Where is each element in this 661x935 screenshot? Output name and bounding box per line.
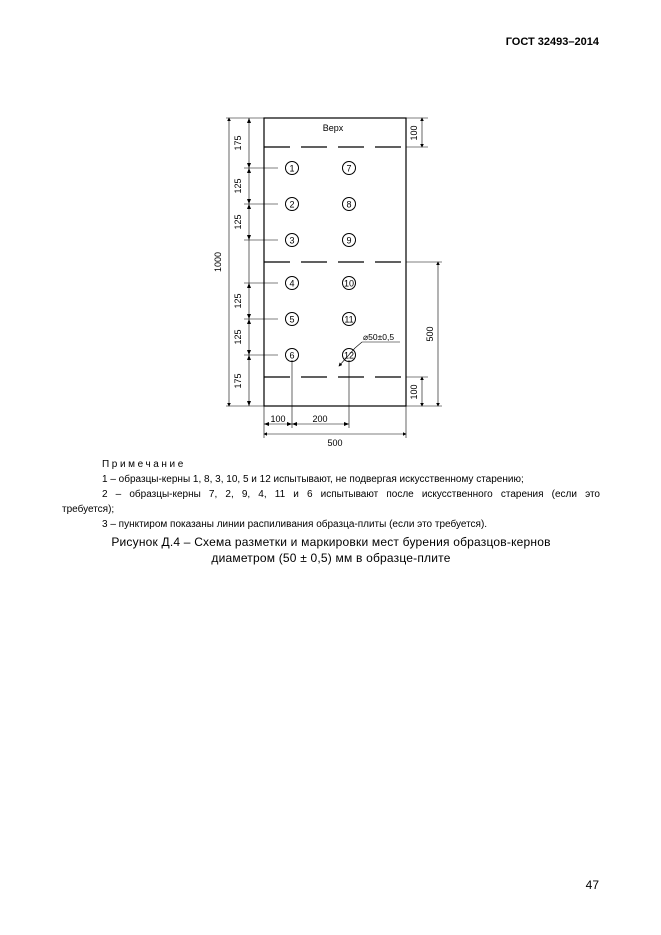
dim-left-1: 175: [233, 135, 243, 151]
sample-label-9: 9: [346, 235, 352, 246]
dim-right-bottom: 100: [409, 384, 419, 400]
sample-label-6: 6: [289, 350, 295, 361]
sample-core-5: [286, 313, 299, 326]
sample-core-8: [343, 198, 356, 211]
sample-label-3: 3: [289, 235, 295, 246]
diameter-label: ⌀50±0,5: [363, 332, 395, 342]
sample-label-4: 4: [289, 278, 295, 289]
sample-core-7: [343, 162, 356, 175]
note-item-2: 2 – образцы-керны 7, 2, 9, 4, 11 и 6 испытывают после искусственного старения (если это: [102, 489, 600, 500]
note-block: [62, 457, 600, 532]
sample-core-11: [343, 313, 356, 326]
sample-core-1: [286, 162, 299, 175]
caption-line-1: Рисунок Д.4 – Схема разметки и маркировки мест бурения образцов-кернов: [111, 535, 551, 549]
note-item-2-continuation: требуется);: [62, 504, 115, 515]
note-item-1: 1 – образцы-керны 1, 8, 3, 10, 5 и 12 испытывают, не подвергая искусственному старению;: [102, 474, 524, 485]
sample-label-1: 1: [289, 163, 295, 174]
note-item-3: 3 – пунктиром показаны линии распиливания образца-плиты (если это требуется).: [102, 519, 488, 530]
dim-left-5: 125: [233, 329, 243, 345]
top-label: Верх: [322, 123, 344, 133]
dim-right-top: 100: [409, 125, 419, 141]
caption-line-2: диаметром (50 ± 0,5) мм в образце-плите: [211, 551, 451, 565]
standard-header: ГОСТ 32493–2014: [505, 36, 599, 48]
sample-core-10: [343, 277, 356, 290]
sample-core-9: [343, 234, 356, 247]
figure-caption: [62, 534, 600, 566]
sample-core-3: [286, 234, 299, 247]
right-dimensions: [406, 118, 442, 406]
sample-label-10: 10: [343, 278, 355, 289]
note-title: Примечание: [102, 459, 186, 470]
dim-left-3: 125: [233, 214, 243, 230]
sample-core-6: [286, 349, 299, 362]
sample-label-12: 12: [343, 350, 355, 361]
dim-left-4: 125: [233, 293, 243, 309]
dim-left-total: 1000: [213, 251, 223, 273]
sample-label-11: 11: [344, 314, 354, 325]
sample-core-2: [286, 198, 299, 211]
page-number: 47: [585, 878, 599, 892]
sample-core-12: [343, 349, 356, 362]
sample-label-2: 2: [289, 199, 295, 210]
dim-bottom-second: 200: [312, 414, 328, 424]
dim-left-6: 175: [233, 373, 243, 389]
sample-core-4: [286, 277, 299, 290]
sample-label-5: 5: [289, 314, 295, 325]
sample-label-8: 8: [346, 199, 352, 210]
sample-layout-drawing: [0, 0, 661, 450]
bottom-dimensions: [264, 360, 406, 438]
dim-bottom-width: 500: [327, 438, 343, 448]
dim-right-half: 500: [425, 326, 435, 342]
sample-label-7: 7: [346, 163, 352, 174]
dim-bottom-first: 100: [270, 414, 286, 424]
dim-left-2: 125: [233, 178, 243, 194]
